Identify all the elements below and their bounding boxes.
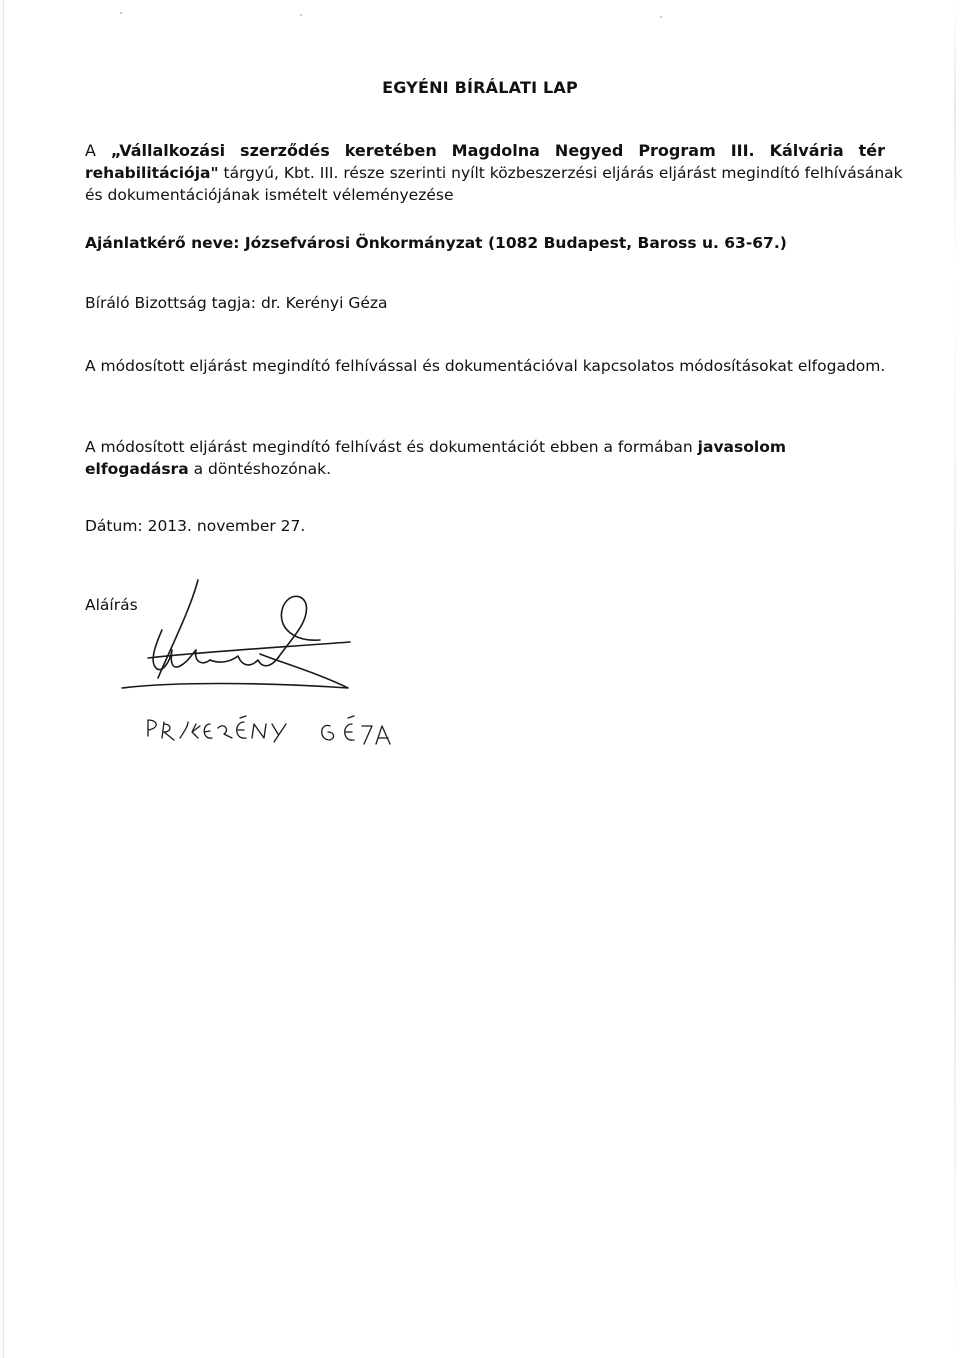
recommendation-paragraph: [85, 436, 885, 480]
scan-edge-left: [3, 0, 4, 1358]
scan-edge-right: [954, 0, 956, 1358]
recommendation-end: a döntéshozónak.: [188, 460, 331, 478]
subject-line-1: [85, 140, 885, 162]
subject-rest: tárgyú, Kbt. III. része szerinti nyílt közbeszerzési eljárás eljárást megindító felhívásának: [218, 164, 903, 182]
subject-word: Magdolna: [451, 141, 540, 160]
subject-word: „Vállalkozási: [110, 141, 226, 160]
signature-label: Aláírás: [85, 596, 138, 614]
document-title: EGYÉNI BÍRÁLATI LAP: [382, 78, 578, 97]
subject-line-3: és dokumentációjának ismételt véleményezése: [85, 186, 454, 204]
subject-line-2: [85, 162, 903, 184]
handwritten-name: [140, 712, 400, 757]
date-line: Dátum: 2013. november 27.: [85, 517, 306, 535]
scan-speck: [300, 14, 302, 16]
subject-paragraph: [85, 140, 903, 206]
subject-bold-part: rehabilitációja": [85, 164, 219, 182]
subject-word: A: [85, 141, 96, 160]
scan-speck: [660, 16, 662, 18]
subject-word: Program: [638, 141, 716, 160]
requester-line: Ajánlatkérő neve: Józsefvárosi Önkormányzat (1082 Budapest, Baross u. 63-67.): [85, 234, 787, 252]
subject-word: keretében: [344, 141, 437, 160]
subject-word: tér: [858, 141, 885, 160]
scan-speck: [120, 12, 122, 14]
subject-word: Kálvária: [769, 141, 844, 160]
statement-line: A módosított eljárást megindító felhívással és dokumentációval kapcsolatos módosításokat elfogadom.: [85, 357, 886, 375]
subject-word: szerződés: [240, 141, 330, 160]
subject-word: III.: [730, 141, 755, 160]
reviewer-line: Bíráló Bizottság tagja: dr. Kerényi Géza: [85, 294, 388, 312]
handwritten-signature: [110, 570, 390, 700]
recommendation-bold: javasolom elfogadásra: [85, 438, 786, 478]
subject-word: Negyed: [554, 141, 624, 160]
recommendation-text: A módosított eljárást megindító felhívást és dokumentációt ebben a formában: [85, 438, 698, 456]
